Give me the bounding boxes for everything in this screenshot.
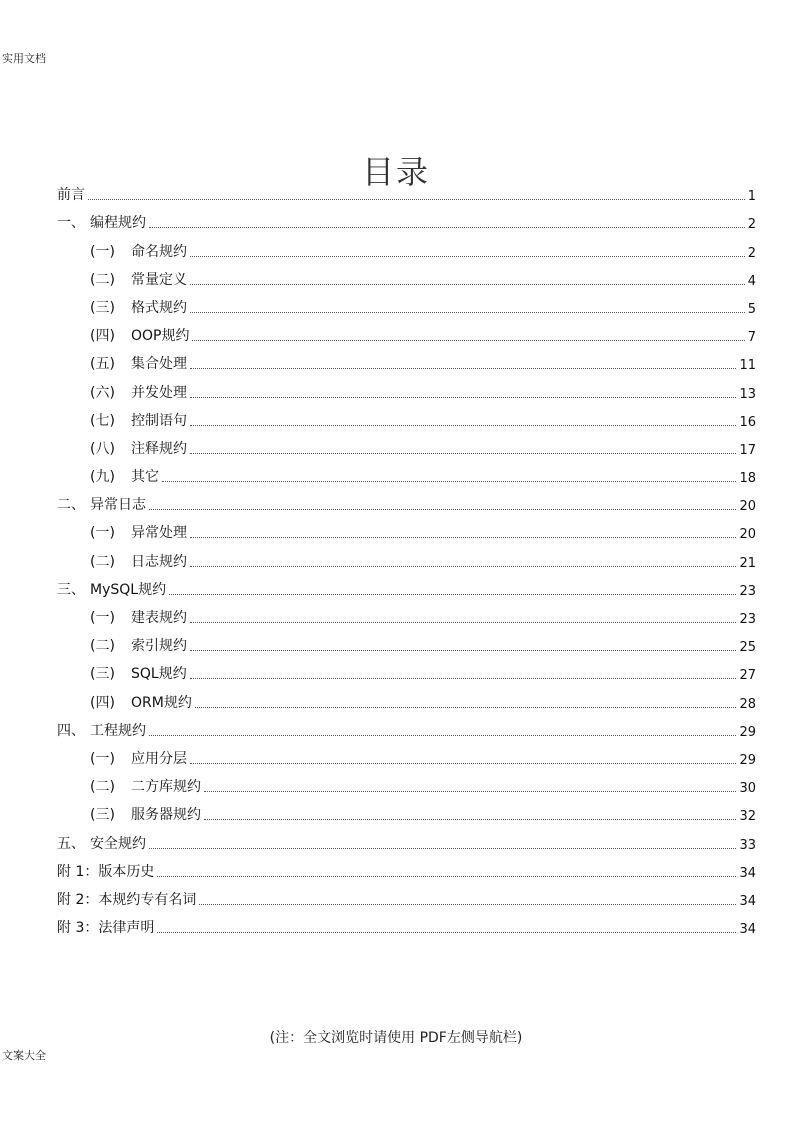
toc-entry-number: (三)	[90, 666, 115, 683]
toc-entry-page: 23	[739, 583, 756, 599]
toc-entry[interactable]	[57, 542, 756, 570]
toc-entry-label: 二方库规约	[131, 779, 201, 796]
toc-entry[interactable]	[57, 824, 756, 852]
dot-leader	[204, 791, 736, 792]
toc-entry-label: 法律声明	[98, 920, 155, 937]
dot-leader	[190, 537, 736, 538]
toc-entry[interactable]	[57, 768, 756, 796]
toc-entry-number: (二)	[90, 553, 115, 570]
dot-leader	[149, 848, 736, 849]
toc-entry[interactable]	[57, 458, 756, 486]
dot-leader	[190, 622, 736, 623]
page-header: 实用文档	[2, 52, 46, 65]
dot-leader	[162, 481, 736, 482]
toc-entry-page: 21	[739, 555, 756, 571]
dot-leader	[190, 397, 736, 398]
toc-entry-page: 18	[739, 471, 756, 487]
toc-entry[interactable]	[57, 232, 756, 260]
toc-entry[interactable]	[57, 317, 756, 345]
toc-entry[interactable]	[57, 740, 756, 768]
toc-entry-number: 三、	[57, 581, 85, 598]
toc-entry-label: OOP规约	[131, 328, 190, 345]
toc-entry-page: 29	[739, 752, 756, 768]
toc-entry-number: 附 2：	[57, 891, 99, 908]
toc-entry-number: (八)	[90, 440, 115, 457]
toc-entry-label: 日志规约	[131, 553, 187, 570]
toc-entry-label: 服务器规约	[131, 807, 201, 824]
table-of-contents	[57, 176, 756, 937]
toc-entry[interactable]	[57, 683, 756, 711]
toc-entry-label: ORM规约	[131, 694, 192, 711]
navigation-note: (注：全文浏览时请使用 PDF左侧导航栏)	[269, 1030, 523, 1046]
toc-entry-number: (三)	[90, 807, 115, 824]
toc-entry-label: 编程规约	[90, 215, 146, 232]
toc-entry-number: (一)	[90, 610, 115, 626]
dot-leader	[192, 340, 744, 341]
toc-entry-page: 5	[747, 301, 756, 317]
toc-entry-label: 应用分层	[131, 750, 187, 767]
toc-entry-number: (一)	[90, 750, 115, 767]
dot-leader	[195, 707, 737, 708]
toc-entry-number: (九)	[90, 469, 115, 486]
toc-entry-label: 前言	[57, 187, 85, 204]
toc-entry[interactable]	[57, 176, 756, 204]
toc-entry-number: (七)	[90, 412, 115, 429]
toc-entry-label: 注释规约	[131, 440, 187, 457]
toc-entry-number: (四)	[90, 328, 115, 345]
toc-entry[interactable]	[57, 571, 756, 599]
toc-entry-page: 23	[739, 612, 756, 627]
toc-entry-page: 7	[747, 330, 756, 346]
toc-entry-number: (六)	[90, 384, 115, 401]
toc-entry-page: 34	[739, 893, 756, 909]
dot-leader	[190, 256, 745, 257]
toc-entry-number: 附 3：	[57, 920, 99, 937]
toc-entry-number: (二)	[90, 271, 115, 288]
toc-entry-page: 2	[747, 217, 756, 233]
dot-leader	[190, 650, 736, 651]
toc-entry[interactable]	[57, 402, 756, 430]
toc-entry-number: 二、	[57, 497, 85, 514]
toc-entry-number: (一)	[90, 525, 115, 542]
toc-entry-number: (二)	[90, 779, 115, 796]
toc-entry[interactable]	[57, 430, 756, 458]
toc-entry-label: 建表规约	[131, 610, 187, 626]
toc-entry[interactable]	[57, 627, 756, 655]
dot-leader	[190, 763, 736, 764]
toc-entry-page: 17	[739, 442, 756, 458]
toc-entry[interactable]	[57, 796, 756, 824]
toc-entry-label: 其它	[131, 469, 159, 486]
toc-entry[interactable]	[57, 712, 756, 740]
dot-leader	[149, 509, 736, 510]
toc-entry[interactable]	[57, 289, 756, 317]
toc-entry[interactable]	[57, 909, 756, 937]
toc-entry-page: 25	[739, 640, 756, 656]
toc-entry[interactable]	[57, 486, 756, 514]
toc-entry[interactable]	[57, 655, 756, 683]
dot-leader	[204, 819, 736, 820]
dot-leader	[157, 876, 736, 877]
page-footer: 文案大全	[2, 1049, 46, 1062]
toc-entry-page: 1	[747, 189, 756, 205]
toc-entry-number: (三)	[90, 299, 115, 316]
dot-leader	[190, 284, 745, 285]
toc-entry-label: 常量定义	[131, 271, 187, 288]
dot-leader	[190, 312, 745, 313]
dot-leader	[190, 425, 736, 426]
dot-leader	[199, 904, 736, 905]
toc-entry-label: 并发处理	[131, 384, 187, 401]
toc-entry-page: 29	[739, 724, 756, 740]
toc-entry-page: 28	[739, 696, 756, 712]
toc-entry-page: 11	[739, 358, 756, 374]
toc-entry-label: 索引规约	[131, 638, 187, 655]
toc-entry[interactable]	[57, 204, 756, 232]
dot-leader	[190, 453, 736, 454]
toc-entry-page: 34	[739, 865, 756, 881]
toc-entry-label: 集合处理	[131, 356, 187, 373]
toc-entry-page: 13	[739, 386, 756, 402]
dot-leader	[88, 199, 745, 200]
toc-entry-label: MySQL规约	[90, 581, 167, 598]
toc-entry-label: 异常日志	[90, 497, 146, 514]
toc-entry[interactable]	[57, 881, 756, 909]
toc-title: 目录	[361, 153, 430, 192]
toc-entry[interactable]	[57, 373, 756, 401]
toc-entry-label: 本规约专有名词	[98, 891, 197, 908]
toc-entry-number: (四)	[90, 694, 115, 711]
toc-entry-label: 版本历史	[98, 863, 155, 880]
toc-entry-number: 附 1：	[57, 863, 99, 880]
dot-leader	[190, 368, 736, 369]
dot-leader	[169, 594, 736, 595]
toc-entry-label: 安全规约	[90, 835, 146, 852]
dot-leader	[190, 678, 737, 679]
toc-entry[interactable]	[57, 514, 756, 542]
toc-entry-number: 四、	[57, 722, 85, 739]
toc-entry-label: 命名规约	[131, 243, 187, 260]
dot-leader	[157, 932, 736, 933]
toc-entry[interactable]	[57, 853, 756, 881]
toc-entry-page: 20	[739, 527, 756, 543]
toc-entry-label: 格式规约	[131, 299, 187, 316]
toc-entry[interactable]	[57, 261, 756, 289]
toc-entry-number: (一)	[90, 243, 115, 260]
toc-entry-page: 30	[739, 781, 756, 797]
toc-entry-label: 控制语句	[131, 412, 187, 429]
toc-entry[interactable]	[57, 599, 756, 627]
dot-leader	[190, 566, 736, 567]
toc-entry-number: 一、	[57, 215, 85, 232]
dot-leader	[149, 227, 745, 228]
toc-entry-number: 五、	[57, 835, 85, 852]
toc-entry-page: 16	[739, 414, 756, 430]
toc-entry[interactable]	[57, 345, 756, 373]
toc-entry-page: 33	[739, 837, 756, 853]
toc-entry-page: 4	[747, 273, 756, 289]
toc-entry-page: 27	[739, 668, 756, 684]
toc-entry-page: 2	[747, 245, 756, 261]
toc-entry-label: 异常处理	[131, 525, 187, 542]
toc-entry-number: (五)	[90, 356, 115, 373]
toc-entry-number: (二)	[90, 638, 115, 655]
dot-leader	[149, 735, 736, 736]
toc-entry-label: 工程规约	[90, 722, 146, 739]
toc-entry-label: SQL规约	[131, 666, 187, 683]
toc-entry-page: 32	[739, 809, 756, 825]
toc-entry-page: 20	[739, 499, 756, 515]
toc-entry-page: 34	[739, 922, 756, 938]
